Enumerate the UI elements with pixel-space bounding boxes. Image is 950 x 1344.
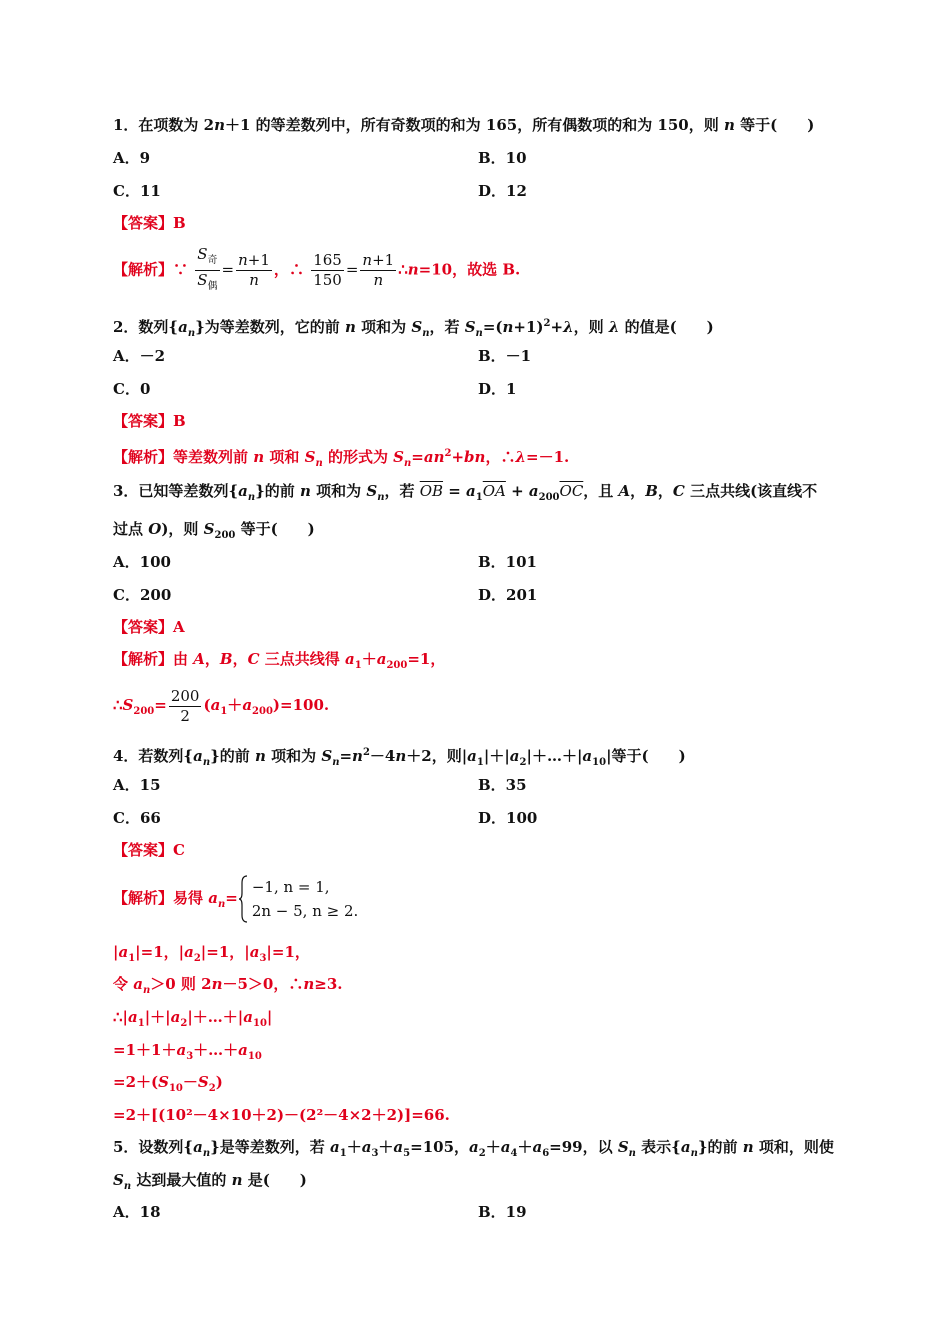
q4-analysis-line-1: $|a_1|=1$，$|a_2|=1$，$|a_3|=1$， <box>113 943 310 964</box>
q1-stem: 1．在项数为 2n＋1 的等差数列中，所有奇数项的和为 165，所有偶数项的和为 150，则 n 等于( ) <box>113 116 815 134</box>
q3-fraction-200-2 <box>169 687 202 726</box>
q1-analysis-tail: ∴n=10，故选 B. <box>398 260 521 279</box>
piecewise-case-1: −1, n = 1, <box>251 878 330 896</box>
q1-fraction-n1-over-n-2 <box>360 251 396 290</box>
q5-option-b: B．19 <box>478 1203 527 1221</box>
q1-fraction-n1-over-n <box>236 251 272 290</box>
q2-option-d: D．1 <box>478 380 517 398</box>
q3-stem-line2: 过点 O)，则 $S_{200}$ 等于( ) <box>113 520 315 541</box>
q1-analysis-label: 【解析】 <box>113 260 174 279</box>
fraction-numerator: 200 <box>170 686 200 705</box>
q1-option-a: A．9 <box>113 149 151 167</box>
q4-analysis-line-5: $=2+(S_{10}-S_2)$ <box>113 1073 223 1094</box>
q5-stem-line2: $S_n$ 达到最大值的 n 是( ) <box>113 1171 307 1192</box>
q4-option-d: D．100 <box>478 809 538 827</box>
q3-analysis-line1: 【解析】由 A，B，C 三点共线得 $a_1+a_{200}=1$， <box>113 650 446 671</box>
q2-answer: 【答案】B <box>113 412 186 430</box>
q1-analysis <box>113 245 520 296</box>
q3-option-b: B．101 <box>478 553 537 571</box>
fraction-numerator: 165 <box>313 251 342 269</box>
q2-analysis: 【解析】等差数列前 n 项和 $S_n$ 的形式为 $S_n=an^2+bn$，∴λ=－1. <box>113 448 570 469</box>
q3-analysis-line2: $\therefore S_{200}=$ $\frac{200}{2}$ $(a_1+a_{200})=100$. <box>113 686 330 725</box>
q4-analysis-piecewise: 【解析】易得 $a_n=$ −1, n = 1, 2n − 5, n ≥ 2. <box>113 872 358 931</box>
q5-option-a: A．18 <box>113 1203 161 1221</box>
piecewise-system <box>238 875 358 923</box>
fraction-numerator: $S_奇$ <box>195 245 219 271</box>
q2-option-c: C．0 <box>113 380 151 398</box>
q3-option-d: D．201 <box>478 586 538 604</box>
because-symbol: ∵ <box>173 260 189 279</box>
q4-option-b: B．35 <box>478 776 527 794</box>
q2-option-b: B．－1 <box>478 347 532 365</box>
q3-option-a: A．100 <box>113 553 171 571</box>
q4-answer: 【答案】C <box>113 841 185 859</box>
q4-analysis-line-4: $=1+1+a_3+\dots+a_{10}$ <box>113 1041 262 1062</box>
q2-option-a: A．－2 <box>113 347 166 365</box>
fraction-numerator: n+1 <box>238 251 270 269</box>
fraction-denominator: 150 <box>313 271 342 289</box>
q1-answer: 【答案】B <box>113 214 186 232</box>
q4-analysis-line-6: =2＋[(10²－4×10＋2)－(2²－4×2＋2)]=66. <box>113 1106 450 1124</box>
fraction-denominator: n <box>373 271 384 289</box>
q3-option-c: C．200 <box>113 586 172 604</box>
left-brace-icon <box>238 875 248 923</box>
q4-analysis-line-2: 令 $a_n>0$ 则 2n－5＞0，∴n≥3. <box>113 975 343 996</box>
piecewise-case-2: 2n − 5, n ≥ 2. <box>251 902 359 920</box>
q1-option-d: D．12 <box>478 182 527 200</box>
fraction-denominator: n <box>249 271 259 289</box>
q4-option-c: C．66 <box>113 809 161 827</box>
q3-stem-line1: 3．已知等差数列$\{a_n\}$的前 n 项和为 $S_n$，若 $\overline{OB} = a_1\overline{OA} + a_{200}\overline{OC}$，且 A，B，C 三点共线(该直线不 <box>113 482 818 503</box>
q3-answer: 【答案】A <box>113 618 185 636</box>
fraction-numerator: n+1 <box>362 251 395 269</box>
q4-option-a: A．15 <box>113 776 161 794</box>
q5-stem-line1: 5．设数列$\{a_n\}$是等差数列，若 $a_1+a_3+a_5=105$，$a_2+a_4+a_6=99$，以 $S_n$ 表示$\{a_n\}$的前 n 项和，则使 <box>113 1138 834 1159</box>
equals-sign: = <box>221 260 235 279</box>
q1-fraction-165-150 <box>311 251 344 290</box>
q2-stem: 2．数列$\{a_n\}$为等差数列，它的前 n 项和为 $S_n$，若 $S_n=(n+1)^2+\lambda$，则 λ 的值是( ) <box>113 318 714 339</box>
q1-option-b: B．10 <box>478 149 527 167</box>
q1-fraction-s-ratio <box>195 245 219 296</box>
equals-sign: = <box>345 260 359 279</box>
therefore-symbol: ∴ <box>288 260 304 279</box>
fraction-denominator: $S_偶$ <box>197 271 218 292</box>
q1-option-c: C．11 <box>113 182 161 200</box>
q4-stem: 4．若数列$\{a_n\}$的前 n 项和为 $S_n=n^2-4n+2$，则$|a_1|+|a_2|+\dots+|a_{10}|$等于( ) <box>113 747 686 768</box>
fraction-denominator: 2 <box>180 706 190 725</box>
separator: ， <box>273 260 289 279</box>
q4-analysis-line-3: $\therefore|a_1|+|a_2|+\dots+|a_{10}|$ <box>113 1008 273 1029</box>
